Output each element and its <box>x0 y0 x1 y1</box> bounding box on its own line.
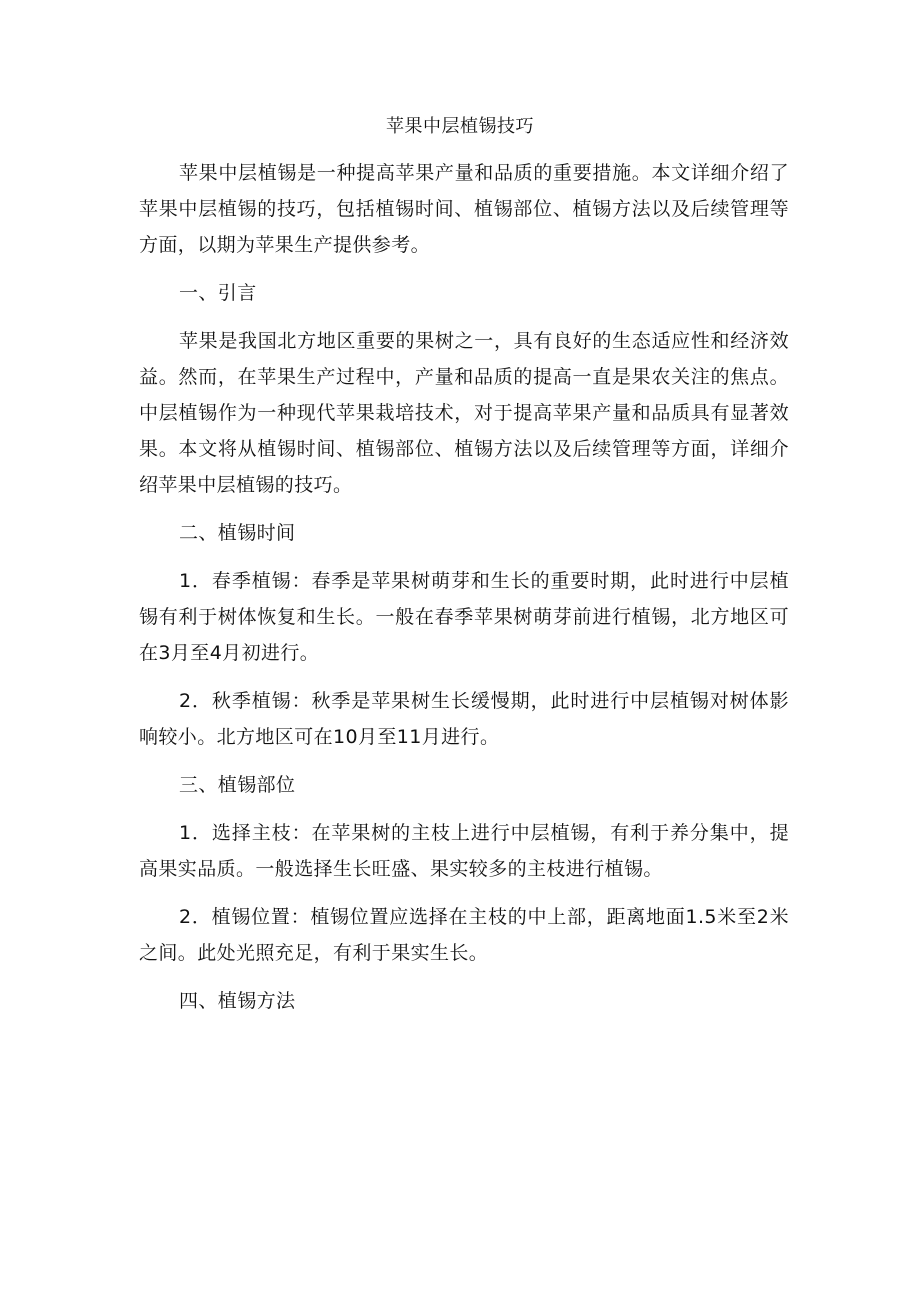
introduction-paragraph: 苹果是我国北方地区重要的果树之一，具有良好的生态适应性和经济效益。然而，在苹果生产过程中，产量和品质的提高一直是果农关注的焦点。中层植锡作为一种现代苹果栽培技术，对于提高苹果产量和品质具有显著效果。本文将从植锡时间、植锡部位、植锡方法以及后续管理等方面，详细介绍苹果中层植锡的技巧。 <box>139 330 789 496</box>
location-branch-paragraph: 1．选择主枝：在苹果树的主枝上进行中层植锡，有利于养分集中，提高果实品质。一般选择生长旺盛、果实较多的主枝进行植锡。 <box>139 822 789 880</box>
intro-paragraph: 苹果中层植锡是一种提高苹果产量和品质的重要措施。本文详细介绍了苹果中层植锡的技巧，包括植锡时间、植锡部位、植锡方法以及后续管理等方面，以期为苹果生产提供参考。 <box>139 162 789 256</box>
document-title: 苹果中层植锡技巧 <box>386 116 534 137</box>
timing-autumn-paragraph: 2．秋季植锡：秋季是苹果树生长缓慢期，此时进行中层植锡对树体影响较小。北方地区可在10月至11月进行。 <box>139 690 789 748</box>
section-heading-location: 三、植锡部位 <box>179 774 296 796</box>
section-heading-timing: 二、植锡时间 <box>179 522 296 544</box>
document-body <box>139 155 789 1031</box>
location-position-paragraph: 2．植锡位置：植锡位置应选择在主枝的中上部，距离地面1.5米至2米之间。此处光照充足，有利于果实生长。 <box>139 906 789 964</box>
timing-spring-paragraph: 1．春季植锡：春季是苹果树萌芽和生长的重要时期，此时进行中层植锡有利于树体恢复和生长。一般在春季苹果树萌芽前进行植锡，北方地区可在3月至4月初进行。 <box>139 570 789 664</box>
section-heading-method: 四、植锡方法 <box>179 990 296 1012</box>
section-heading-introduction: 一、引言 <box>179 282 257 304</box>
